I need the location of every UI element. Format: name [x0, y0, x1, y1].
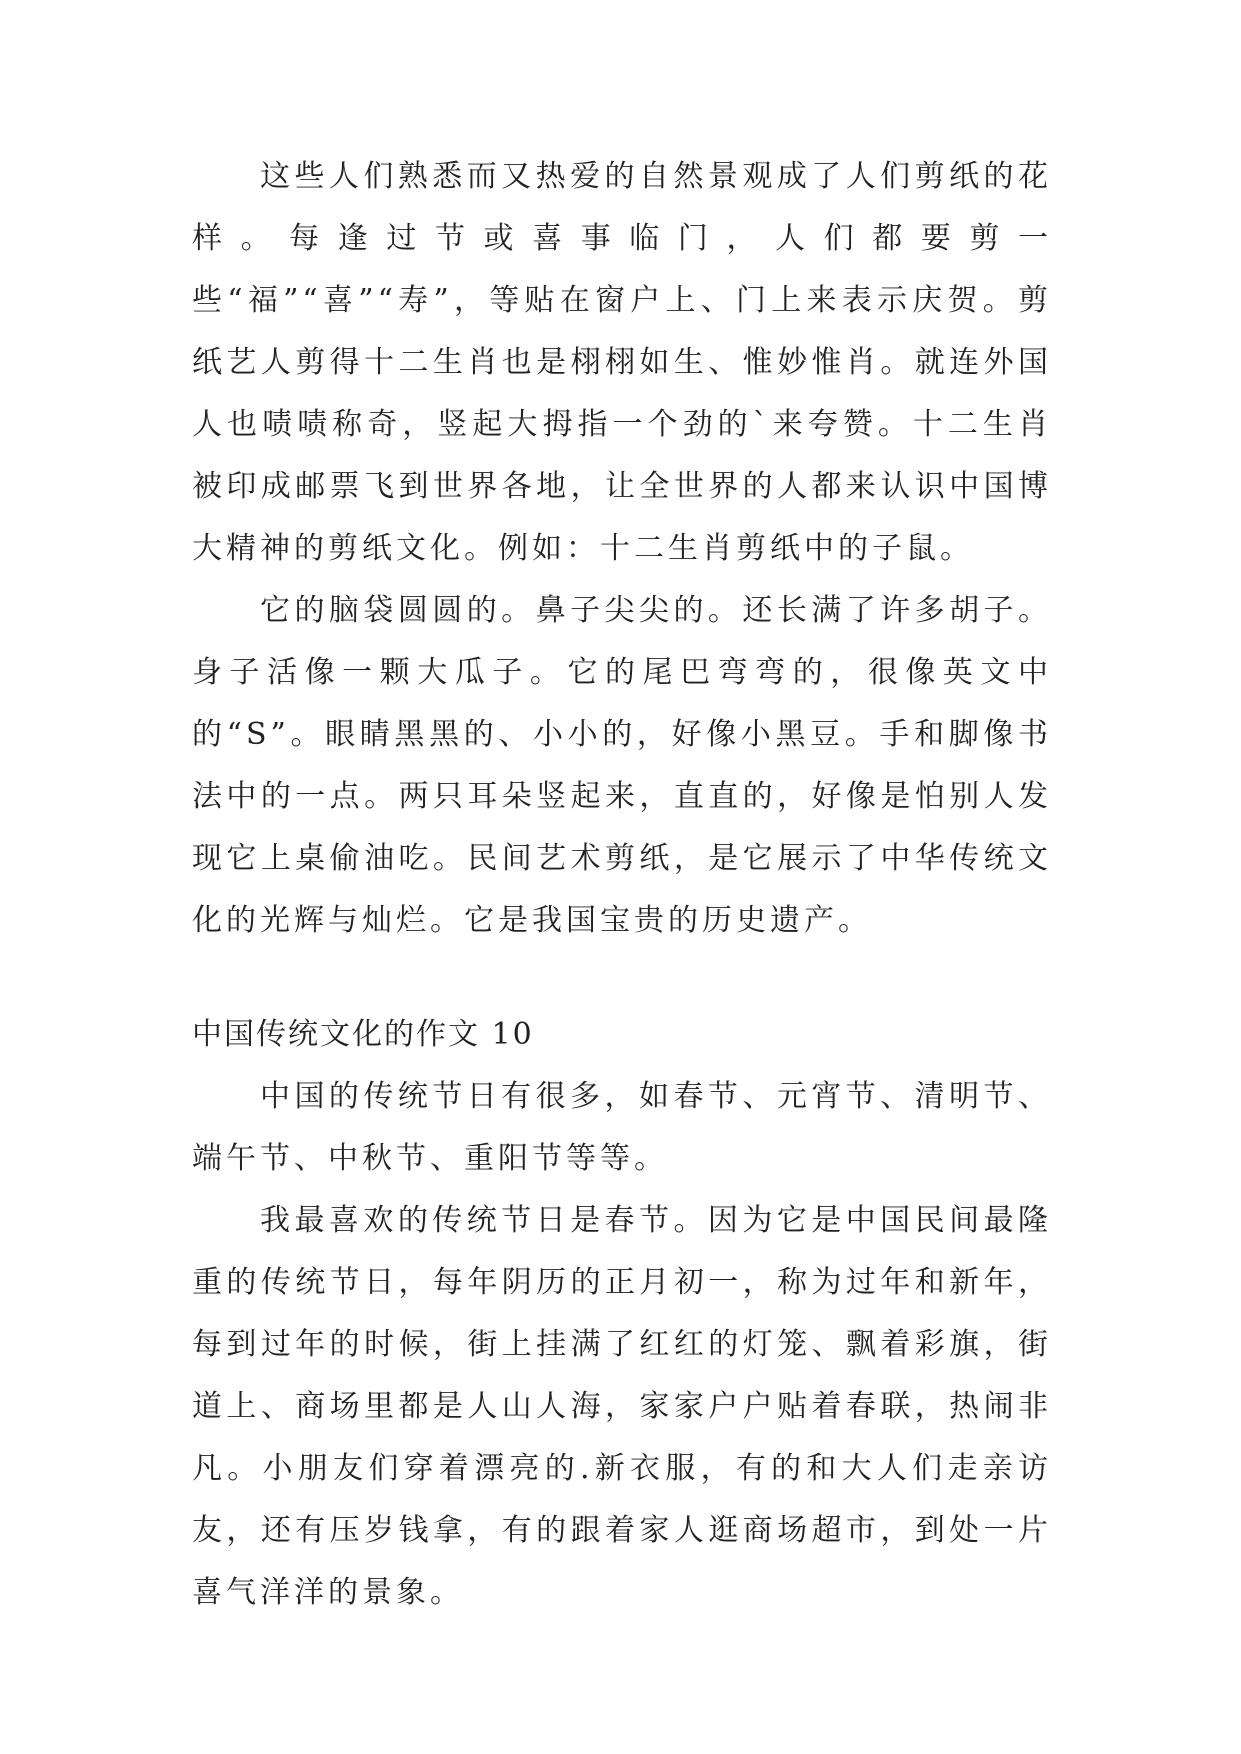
paragraph-paper-cut-patterns: 这些人们熟悉而又热爱的自然景观成了人们剪纸的花样。每逢过节或喜事临门，人们都要剪一些“福”“喜”“寿”，等贴在窗户上、门上来表示庆贺。剪纸艺人剪得十二生肖也是栩栩如生、惟妙惟肖。就连外国人也啧啧称奇，竖起大拇指一个劲的`来夸赞。十二生肖被印成邮票飞到世界各地，让全世界的人都来认识中国博大精神的剪纸文化。例如：十二生肖剪纸中的子鼠。: [192, 159, 1052, 566]
section-heading: 中国传统文化的作文 10: [192, 1017, 534, 1052]
paragraph-zodiac-rat: 它的脑袋圆圆的。鼻子尖尖的。还长满了许多胡子。身子活像一颗大瓜子。它的尾巴弯弯的，很像英文中的“S”。眼睛黑黑的、小小的，好像小黑豆。手和脚像书法中的一点。两只耳朵竖起来，直直的，好像是怕别人发现它上桌偷油吃。民间艺术剪纸，是它展示了中华传统文化的光辉与灿烂。它是我国宝贵的历史遗产。: [192, 593, 1052, 938]
paragraph-traditional-festivals: 中国的传统节日有很多，如春节、元宵节、清明节、端午节、中秋节、重阳节等等。: [192, 1079, 1052, 1176]
document-body: [192, 146, 1052, 1624]
paragraph-spring-festival: 我最喜欢的传统节日是春节。因为它是中国民间最隆重的传统节日，每年阴历的正月初一，称为过年和新年，每到过年的时候，街上挂满了红红的灯笼、飘着彩旗，街道上、商场里都是人山人海，家家户户贴着春联，热闹非凡。小朋友们穿着漂亮的.新衣服，有的和大人们走亲访友，还有压岁钱拿，有的跟着家人逛商场超市，到处一片喜气洋洋的景象。: [192, 1203, 1052, 1610]
